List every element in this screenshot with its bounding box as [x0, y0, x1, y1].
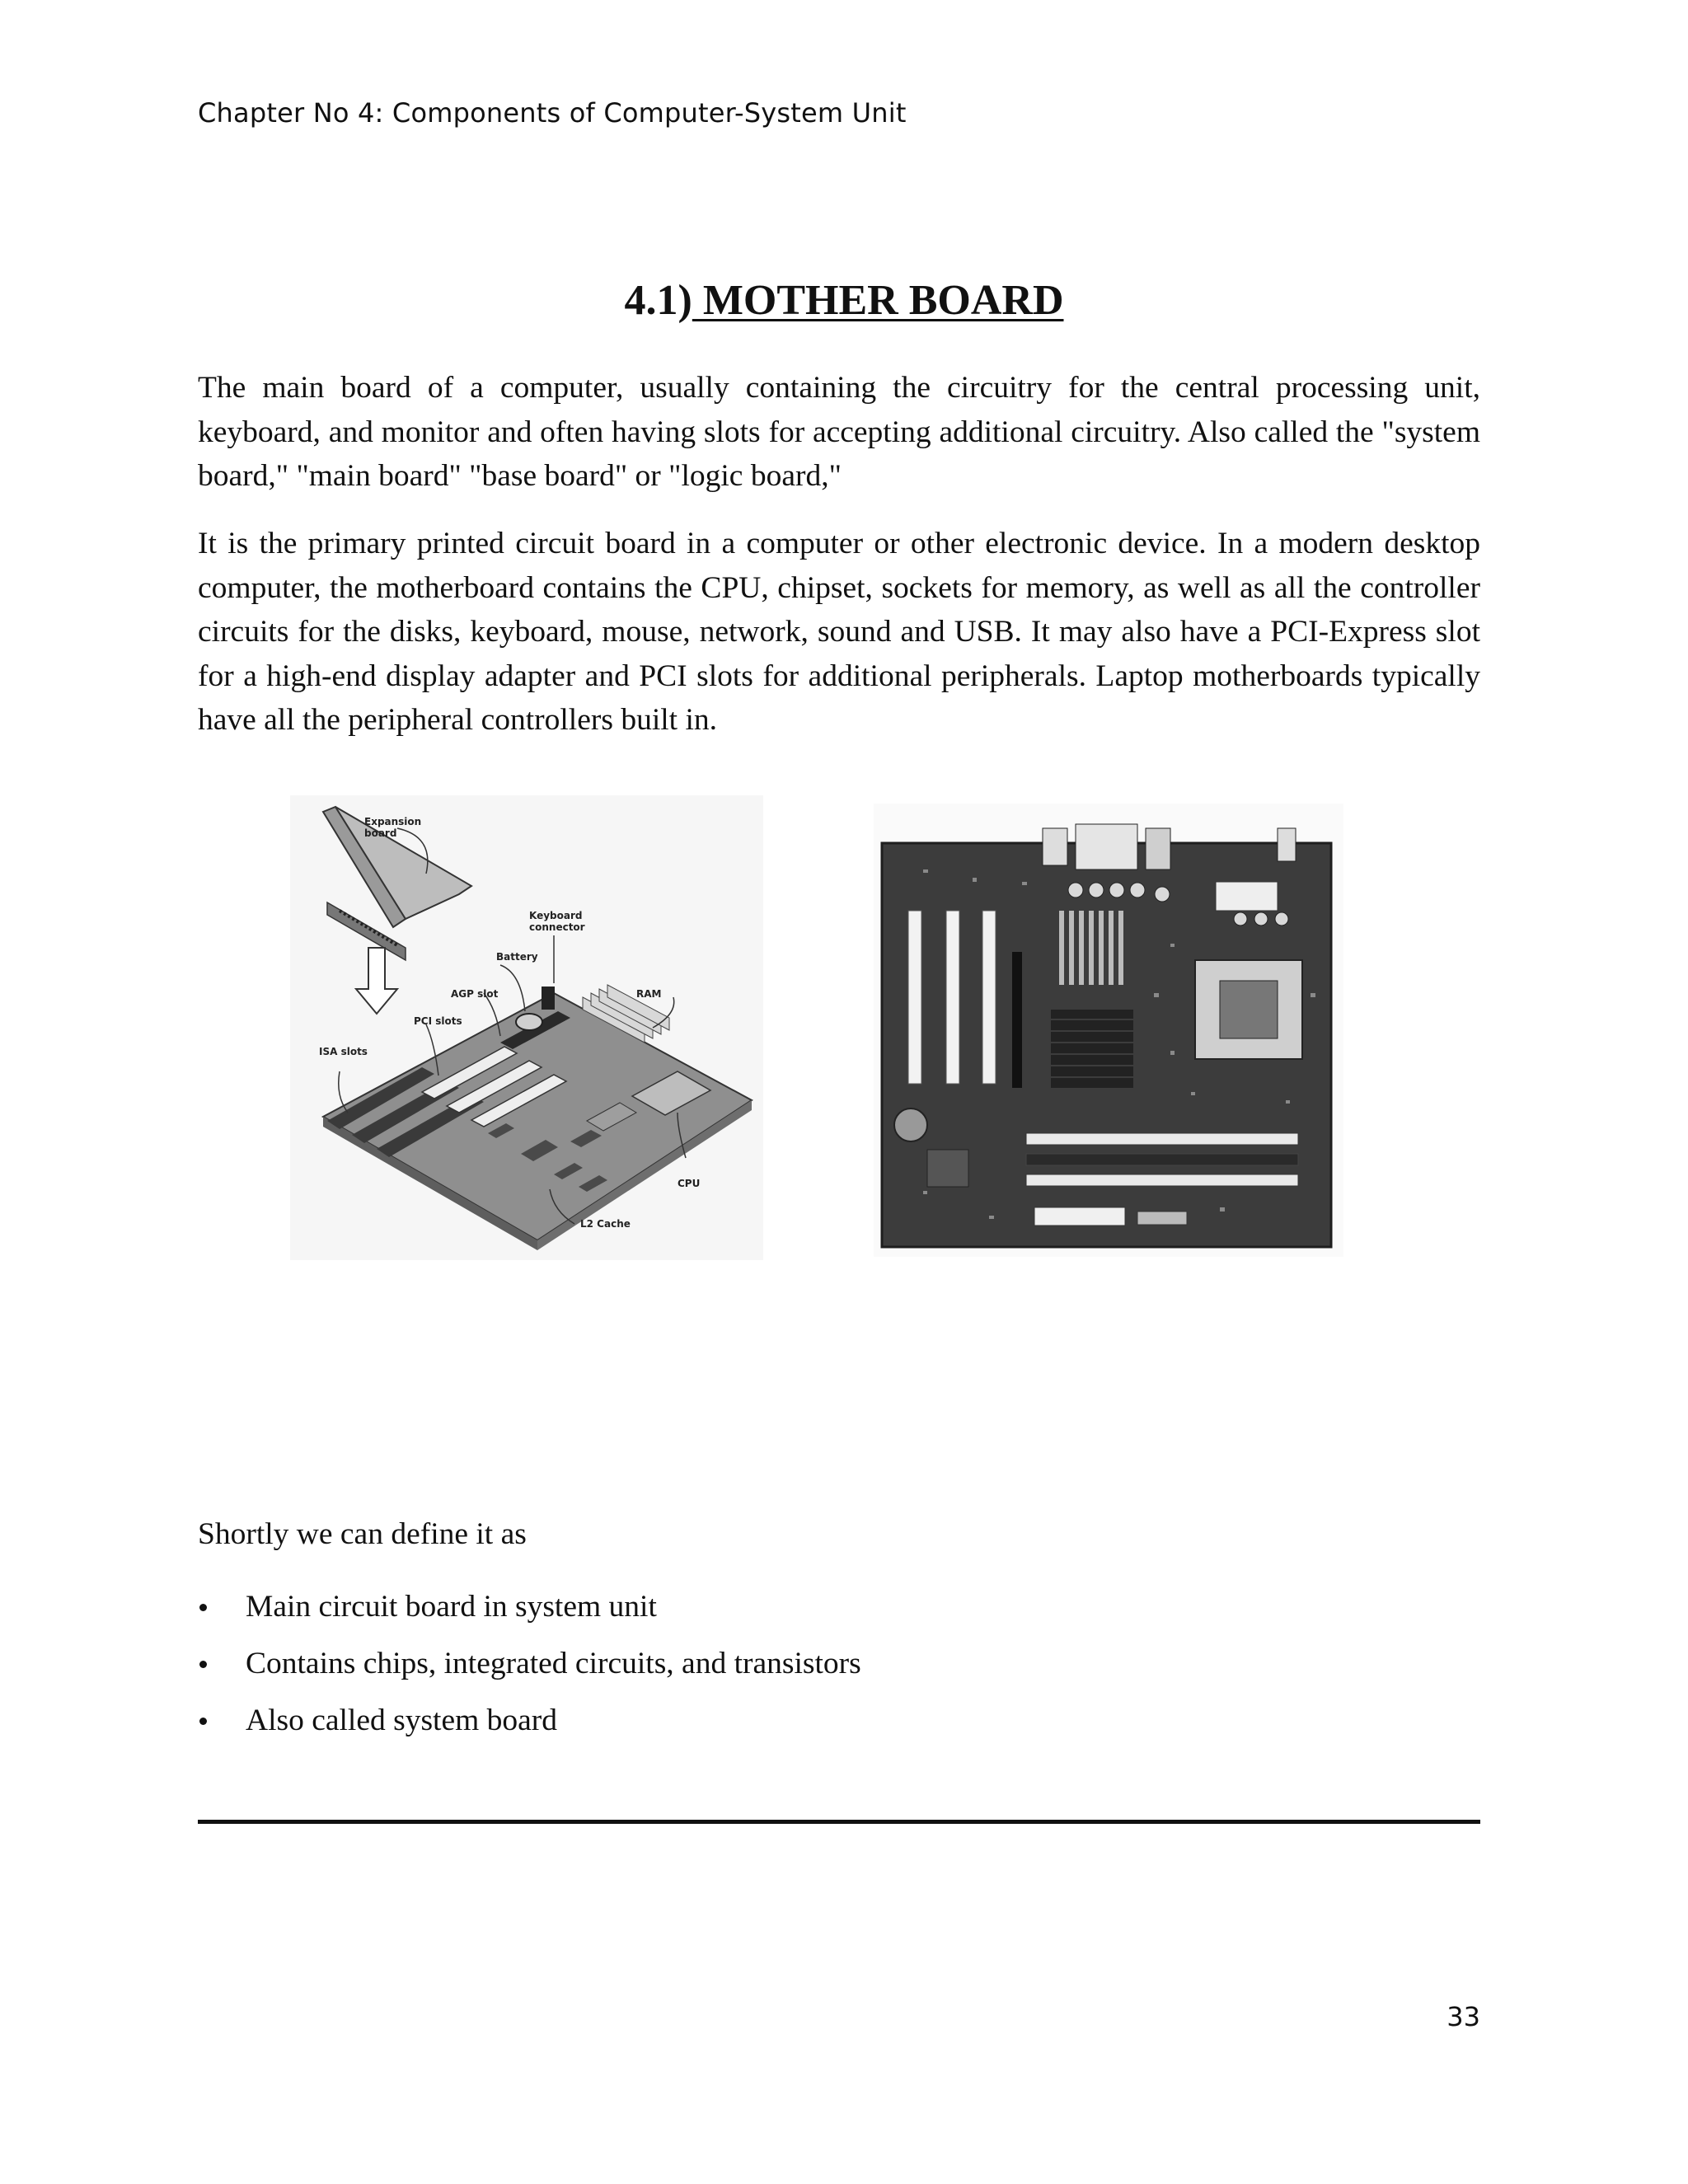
label-ram: RAM — [636, 988, 662, 1000]
paragraph-definition: The main board of a computer, usually containing the circuitry for the central processing unit, keyboard, and monitor and often having slots for accepting additional circuitry. Also called the "system board," "main board" "base board" or "logic board," — [198, 371, 1480, 493]
motherboard-diagram — [290, 795, 763, 1260]
bullet-text: Main circuit board in system unit — [246, 1590, 657, 1624]
list-item — [198, 1635, 861, 1692]
label-l2-cache: L2 Cache — [580, 1218, 631, 1230]
chapter-header: Chapter No 4: Components of Computer-System Unit — [198, 97, 907, 129]
motherboard-photo — [874, 804, 1343, 1257]
label-expansion-2: board — [364, 827, 397, 839]
section-number: 4.1) — [624, 277, 692, 324]
bullet-text: Also called system board — [246, 1704, 558, 1737]
section-heading: MOTHER BOARD — [692, 277, 1064, 324]
summary-intro: Shortly we can define it as — [198, 1517, 527, 1551]
section-title — [0, 276, 1688, 325]
label-keyboard-1: Keyboard — [529, 910, 583, 921]
label-agp-slot: AGP slot — [451, 988, 499, 1000]
summary-bullet-list — [198, 1578, 861, 1749]
bullet-icon — [199, 1604, 207, 1611]
bullet-icon — [199, 1718, 207, 1725]
label-expansion-1: Expansion — [364, 816, 422, 827]
list-item — [198, 1692, 861, 1749]
label-isa-slots: ISA slots — [319, 1046, 368, 1057]
label-keyboard-2: connector — [529, 921, 585, 933]
footer-divider — [198, 1820, 1480, 1824]
label-cpu: CPU — [678, 1178, 701, 1189]
label-battery: Battery — [496, 951, 538, 963]
label-pci-slots: PCI slots — [414, 1015, 462, 1027]
page-number: 33 — [1447, 2001, 1480, 2032]
list-item — [198, 1578, 861, 1635]
paragraph-description: It is the primary printed circuit board in a computer or other electronic device. In a modern desktop computer, the motherboard contains the CPU, chipset, sockets for memory, as well as all the controller circuits for the disks, keyboard, mouse, network, sound and USB. It may also have a PCI-Express slot for a high-end display adapter and PCI slots for additional peripherals. Laptop motherboards typically have all the peripheral controllers built in. — [198, 527, 1480, 737]
bullet-icon — [199, 1661, 207, 1668]
bullet-text: Contains chips, integrated circuits, and transistors — [246, 1647, 861, 1680]
